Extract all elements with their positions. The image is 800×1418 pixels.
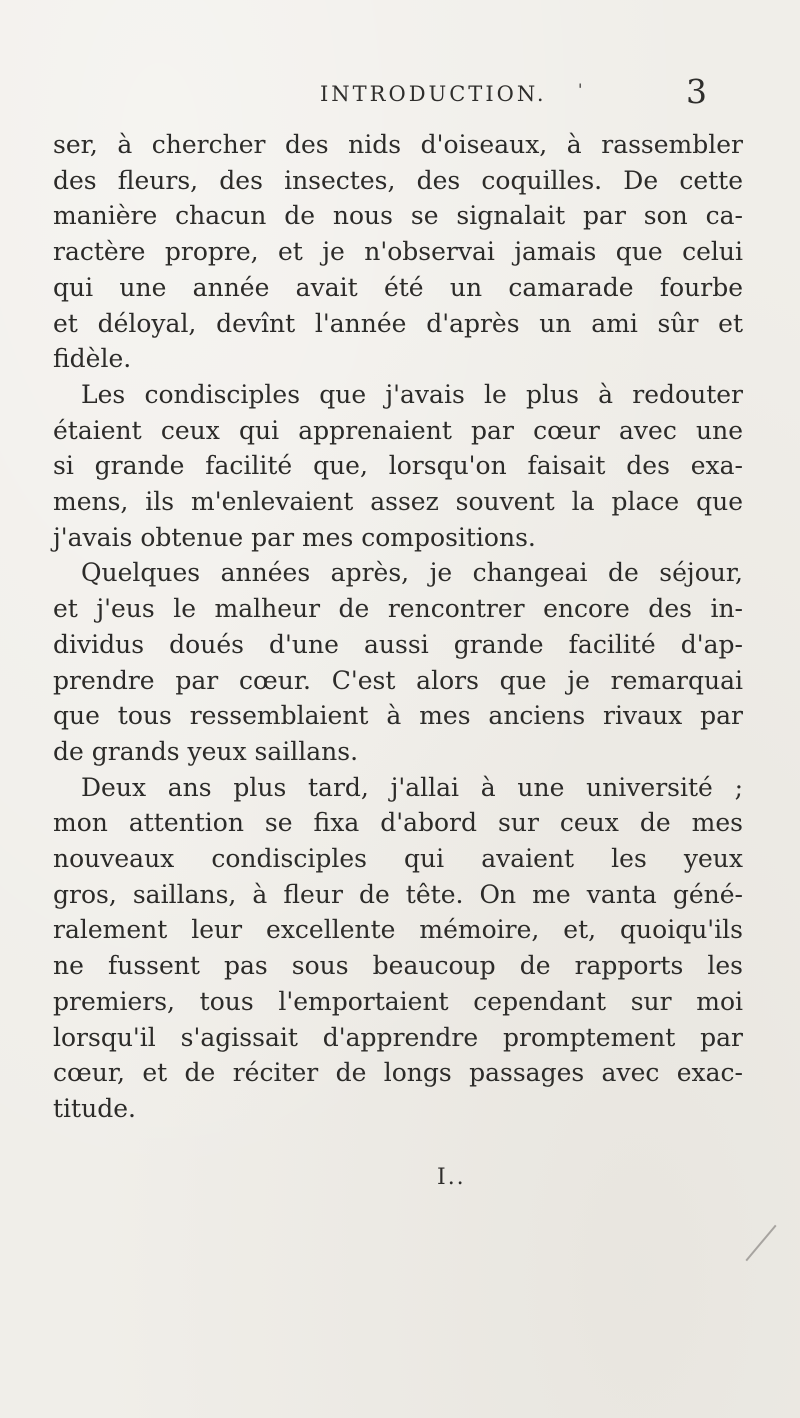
text-line: que tous ressemblaient à mes anciens rivaux par (53, 701, 743, 731)
text-line: qui une année avait été un camarade fourbe (53, 272, 743, 302)
text-line: ne fussent pas sous beaucoup de rapports les (53, 951, 743, 981)
text-line: premiers, tous l'emportaient cependant sur moi (53, 986, 743, 1016)
text-line: Les condisciples que j'avais le plus à redouter (81, 379, 743, 409)
text-line: gros, saillans, à fleur de tête. On me vanta géné- (53, 879, 743, 909)
text-line: ser, à chercher des nids d'oiseaux, à rassembler (53, 130, 743, 159)
text-line: titude. (53, 1093, 136, 1123)
text-line: et déloyal, devînt l'année d'après un ami sûr et (53, 308, 743, 338)
text-line: manière chacun de nous se signalait par son ca- (53, 201, 743, 231)
text-line: des fleurs, des insectes, des coquilles. De cette (53, 165, 743, 195)
pencil-mark (745, 1225, 776, 1262)
text-line: dividus doués d'une aussi grande facilité d'ap- (53, 629, 743, 659)
page-number: 3 (686, 72, 707, 111)
running-title: INTRODUCTION. (320, 82, 547, 106)
running-header (0, 72, 800, 122)
text-line: nouveaux condisciples qui avaient les yeux (53, 844, 743, 874)
text-line: ralement leur excellente mémoire, et, quoiqu'ils (53, 915, 743, 945)
text-line: prendre par cœur. C'est alors que je remarquai (53, 665, 743, 695)
text-line: Quelques années après, je changeai de séjour, (81, 558, 743, 588)
signature-mark: I.. (437, 1165, 466, 1190)
text-line: fidèle. (53, 344, 132, 374)
text-line: j'avais obtenue par mes compositions. (53, 522, 536, 552)
text-line: étaient ceux qui apprenaient par cœur avec une (53, 415, 743, 445)
text-line: ractère propre, et je n'observai jamais que celui (53, 237, 743, 267)
body-text (53, 127, 743, 1127)
text-line: Deux ans plus tard, j'allai à une université ; (81, 772, 743, 802)
header-mark: ' (578, 80, 583, 99)
text-line: cœur, et de réciter de longs passages avec exac- (53, 1058, 743, 1088)
text-line: lorsqu'il s'agissait d'apprendre promptement par (53, 1022, 743, 1052)
text-line: et j'eus le malheur de rencontrer encore des in- (53, 594, 743, 624)
text-line: de grands yeux saillans. (53, 736, 359, 766)
text-line: mens, ils m'enlevaient assez souvent la place que (53, 487, 743, 517)
text-line: mon attention se fixa d'abord sur ceux de mes (53, 808, 743, 838)
text-line: si grande facilité que, lorsqu'on faisait des exa- (53, 451, 743, 481)
